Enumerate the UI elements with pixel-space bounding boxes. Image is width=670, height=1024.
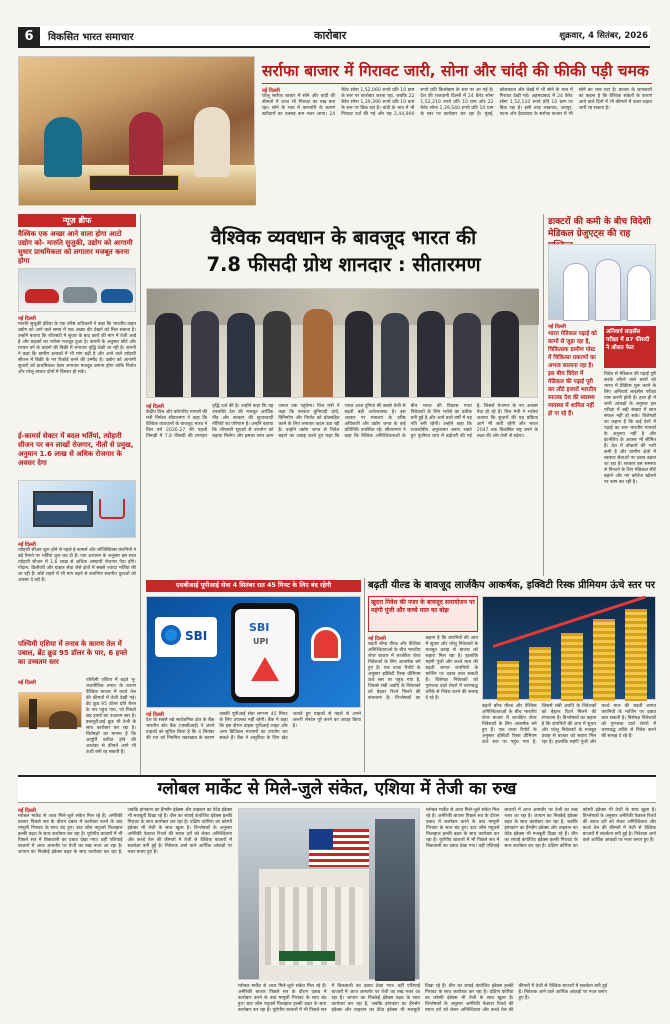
sbi-logo-circle: [161, 625, 181, 645]
global-text-caption: ग्लोबल मार्केट से आज मिले-जुले संकेत मिल रहे हैं। अमेरिकी बाजार पिछले सत्र के दौरान दबाव में कारोबार करने के बाद मामूली गिरावट के साथ बंद हुए। डाउ जोंस फ्यूचर्स फिलहाल हल्की बढ़त के साथ कारोबार कर रहा है। यूरोपीय बाजारों में भी पिछले सत्र में बिकवाली का दबाव देखा गया। वहीं एशियाई बाजारों में आज आमतौर पर तेजी का रुख नजर आ रहा है। जापान का निक्केई इंडेक्स बढ़त के साथ कारोबार कर रहा है, जबकि हांगकांग का हैंगसेंग इंडेक्स और ताइवान का वेटेड इंडेक्स भी मजबूती दिखा रहे हैं। चीन का शंघाई कंपोजिट इंडेक्स हल्की गिरावट के साथ कारोबार कर रहा है। दक्षिण कोरिया का कोस्पी इंडेक्स भी तेजी के साथ खुला है। विश्लेषकों के अनुसार अमेरिकी फेडरल रिजर्व की ब्याज दरों को लेकर अनिश्चितता और कच्चे तेल की कीमतों में तेजी से वैश्विक बाजारों में सतर्कता बनी हुई है। निवेशक आने वाले आर्थिक आंकड़ों पर नजर बनाए हुए हैं।: [238, 984, 607, 1013]
global-body-left: [18, 808, 232, 1018]
yields-body-right: [482, 704, 656, 770]
brief-1-headline: वैश्विक एक अच्छा आने वाला होगा आटो उद्योग को- मारुति सुजुकी, उद्योग को आगामी सुधार प्राथमिकता को लगातार मजबूत करना होगा: [18, 230, 133, 265]
upi-text: UPI: [253, 637, 269, 646]
global-headline: ग्लोबल मार्केट से मिले-जुले संकेत, एशिया में तेजी का रुख: [157, 779, 517, 799]
doctors-box-title: अनिवार्य लाइसेंस परीक्षा में 87 फीसदी ने औसत फेल: [604, 326, 656, 368]
car-blue: [101, 289, 133, 303]
gold-text: घरेलू सर्राफा बाजार में सोने और चांदी की कीमतों में आज भी गिरावट का रुख बना रहा। सोने के भाव में कमजोरी के कारण खरीदारों का उत्साह कम नजर आया। 24 कैरेट सोना 1,52,060 रुपये प्रति 10 ग्राम के स्तर पर कारोबार करता रहा, जबकि 22 कैरेट सोना 1,39,390 रुपये प्रति 10 ग्राम के स्तर पर बिक रहा है। चांदी के भाव में भी गिरावट दर्ज की गई और यह 2,44,900 रुपये प्रति किलोग्राम के स्तर पर आ गई है। देश की राजधानी दिल्ली में 24 कैरेट सोना 1,52,210 रुपये प्रति 10 ग्राम और 22 कैरेट सोना 1,39,540 रुपये प्रति 10 ग्राम के स्तर पर कारोबार कर रहा है। मुंबई, कोलकाता और चेन्नई में भी सोने के भाव में गिरावट देखी गई। अहमदाबाद में 24 कैरेट सोना 1,52,110 रुपये प्रति 10 ग्राम पर बिक रहा है। इसी तरह लखनऊ, जयपुर, पटना और हैदराबाद के सर्राफा बाजार में भी सोने का भाव घटा है। बाजार के जानकारों का कहना है कि वैश्विक संकेतों के कारण आने वाले दिनों में भी कीमतों में उतार-चढ़ाव जारी रह सकता है।: [262, 88, 652, 117]
sbi-dateline: नई दिल्ली: [146, 712, 164, 718]
skyscraper: [375, 819, 415, 981]
coins-chart-photo: [482, 596, 656, 700]
coin-stack-4: [593, 619, 615, 701]
street-sign: [279, 951, 335, 961]
doctors-body: [604, 372, 656, 574]
main-body: [146, 404, 538, 574]
official-3: [227, 313, 255, 397]
official-8: [453, 313, 481, 397]
ecommerce-label: [37, 505, 87, 511]
yields-text-cont: बढ़ती बॉन्ड यील्ड और वैश्विक अनिश्चितताओं के बीच भारतीय शेयर बाजार में लार्जकैप शेयर निवेशकों के लिए आकर्षक बने हुए हैं। एक ताजा रिपोर्ट के अनुसार इक्विटी रिस्क प्रीमियम ऊंचे स्तर पर पहुंच गया है, जिससे लंबी अवधि के निवेशकों को बेहतर रिटर्न मिलने की संभावना है। विश्लेषकों का कहना है कि कंपनियों की आय में सुधार और घरेलू निवेशकों के मजबूत प्रवाह से बाजार को सहारा मिल रहा है। हालांकि महंगी पूंजी और कच्चे माल की बढ़ती लागत कंपनियों के मार्जिन पर दबाव डाल सकती है। विशेषज्ञ निवेशकों को गुणवत्ता वाले शेयरों में चरणबद्ध तरीके से निवेश करने की सलाह दे रहे हैं।: [482, 704, 656, 745]
brief-3-dateline: नई दिल्ली: [18, 680, 36, 686]
global-text: ग्लोबल मार्केट से आज मिले-जुले संकेत मिल रहे हैं। अमेरिकी बाजार पिछले सत्र के दौरान दबाव में कारोबार करने के बाद मामूली गिरावट के साथ बंद हुए। डाउ जोंस फ्यूचर्स फिलहाल हल्की बढ़त के साथ कारोबार कर रहा है। यूरोपीय बाजारों में भी पिछले सत्र में बिकवाली का दबाव देखा गया। वहीं एशियाई बाजारों में आज आमतौर पर तेजी का रुख नजर आ रहा है। जापान का निक्केई इंडेक्स बढ़त के साथ कारोबार कर रहा है, जबकि हांगकांग का हैंगसेंग इंडेक्स और ताइवान का वेटेड इंडेक्स भी मजबूती दिखा रहे हैं। चीन का शंघाई कंपोजिट इंडेक्स हल्की गिरावट के साथ कारोबार कर रहा है। दक्षिण कोरिया का कोस्पी इंडेक्स भी तेजी के साथ खुला है। विश्लेषकों के अनुसार अमेरिकी फेडरल रिजर्व की ब्याज दरों को लेकर अनिश्चितता और कच्चे तेल की कीमतों में तेजी से वैश्विक बाजारों में सतर्कता बनी हुई है। निवेशक आने वाले आर्थिक आंकड़ों पर नजर बनाए हुए हैं।: [18, 808, 232, 855]
us-flag: [309, 829, 369, 867]
refinery-tank: [49, 711, 77, 729]
refinery-tower: [29, 699, 37, 729]
oil-refinery-photo: [18, 692, 82, 728]
wall-street-photo: [238, 808, 420, 980]
cars-photo: [18, 268, 136, 312]
sbi-logo-text: SBI: [185, 629, 208, 643]
brief-3-headline: पश्चिमी एशिया में तनाव के कारण तेल में उबाल, ब्रेंट क्रूड 95 डॉलर के पार, 6 हफ्ते का उच्चतम स्तर: [18, 640, 128, 666]
car-red: [25, 289, 59, 303]
sbi-app-logo: SBI: [249, 621, 270, 634]
main-dateline: नई दिल्ली: [146, 404, 164, 410]
coin-stack-2: [529, 647, 551, 701]
main-text: केंद्रीय वित्त और कॉरपोरेट मामलों की मंत्री निर्मला सीतारमण ने कहा कि वैश्विक व्यवधानों के बावजूद भारत ने वित्त वर्ष 2026-27 की पहली तिमाही में 7.8 फीसदी की शानदार वृद्धि दर्ज की है। उन्होंने कहा कि यह उपलब्धि देश की मजबूत आर्थिक नींव और सरकार की सुधारवादी नीतियों का परिणाम है। उन्होंने बताया कि जीएसटी सुधारों से उपभोग को बढ़ावा मिलेगा और इसका लाभ आम जनता तक पहुंचेगा। वित्त मंत्री ने कहा कि सरकार बुनियादी ढांचे, विनिर्माण और निर्यात को प्रोत्साहित करने के लिए लगातार कदम उठा रही है। उन्होंने उद्योग जगत से निवेश बढ़ाने का आग्रह करते हुए कहा कि भारत आज दुनिया की सबसे तेजी से बढ़ती बड़ी अर्थव्यवस्था है। इस अवसर पर मंत्रालय के वरिष्ठ अधिकारी और उद्योग जगत के कई प्रतिनिधि उपस्थित रहे। सीतारमण ने कहा कि वैश्विक अनिश्चितताओं के बीच भारत की विकास गाथा निवेशकों के लिए भरोसे का प्रतीक बनी हुई है और आने वाले वर्षों में यह गति बनी रहेगी। उन्होंने कहा कि राजकोषीय अनुशासन बनाए रखते हुए पूंजीगत व्यय में बढ़ोतरी की गई है, जिससे रोजगार के नए अवसर पैदा हो रहे हैं। वित्त मंत्री ने भरोसा जताया कि सुधारों की यह प्रक्रिया आगे भी जारी रहेगी और भारत 2047 तक विकसित राष्ट्र बनने के लक्ष्य की ओर तेजी से बढ़ेगा।: [146, 404, 538, 439]
car-grey: [63, 287, 97, 303]
yields-text: बढ़ती बॉन्ड यील्ड और वैश्विक अनिश्चितताओं के बीच भारतीय शेयर बाजार में लार्जकैप शेयर निवेशकों के लिए आकर्षक बने हुए हैं। एक ताजा रिपोर्ट के अनुसार इक्विटी रिस्क प्रीमियम ऊंचे स्तर पर पहुंच गया है, जिससे लंबी अवधि के निवेशकों को बेहतर रिटर्न मिलने की संभावना है। विश्लेषकों का कहना है कि कंपनियों की आय में सुधार और घरेलू निवेशकों के मजबूत प्रवाह से बाजार को सहारा मिल रहा है। हालांकि महंगी पूंजी और कच्चे माल की बढ़ती लागत कंपनियों के मार्जिन पर दबाव डाल सकती है। विशेषज्ञ निवेशकों को गुणवत्ता वाले शेयरों में चरणबद्ध तरीके से निवेश करने की सलाह दे रहे हैं।: [368, 636, 478, 701]
global-text-cont: ग्लोबल मार्केट से आज मिले-जुले संकेत मिल रहे हैं। अमेरिकी बाजार पिछले सत्र के दौरान दबाव में कारोबार करने के बाद मामूली गिरावट के साथ बंद हुए। डाउ जोंस फ्यूचर्स फिलहाल हल्की बढ़त के साथ कारोबार कर रहा है। यूरोपीय बाजारों में भी पिछले सत्र में बिकवाली का दबाव देखा गया। वहीं एशियाई बाजारों में आज आमतौर पर तेजी का रुख नजर आ रहा है। जापान का निक्केई इंडेक्स बढ़त के साथ कारोबार कर रहा है, जबकि हांगकांग का हैंगसेंग इंडेक्स और ताइवान का वेटेड इंडेक्स भी मजबूती दिखा रहे हैं। चीन का शंघाई कंपोजिट इंडेक्स हल्की गिरावट के साथ कारोबार कर रहा है। दक्षिण कोरिया का कोस्पी इंडेक्स भी तेजी के साथ खुला है। विश्लेषकों के अनुसार अमेरिकी फेडरल रिजर्व की ब्याज दरों को लेकर अनिश्चितता और कच्चे तेल की कीमतों में तेजी से वैश्विक बाजारों में सतर्कता बनी हुई है। निवेशक आने वाले आर्थिक आंकड़ों पर नजर बनाए हुए हैं।: [426, 808, 656, 849]
global-dateline: नई दिल्ली: [18, 808, 36, 814]
sbi-logo-tile: [155, 617, 217, 657]
coin-stack-3: [561, 633, 583, 701]
brief-1-text: मारुति सुजुकी इंडिया के एक वरिष्ठ अधिकारी ने कहा कि भारतीय वाहन उद्योग को आने वाले समय में एक अच्छा दौर देखने को मिल सकता है। उन्होंने बताया कि जीएसटी में सुधार के बाद कारों की मांग में तेजी आई है और ग्राहकों का भरोसा मजबूत हुआ है। कंपनी के अनुसार छोटे और मध्यम वर्ग के वाहनों की बिक्री में लगातार वृद्धि देखी जा रही है। कंपनी ने कहा कि ग्रामीण इलाकों में भी मांग बढ़ी है और आने वाले त्योहारी सीजन में बिक्री के नए रिकॉर्ड बनने की उम्मीद है। उद्योग को आगामी सुधारों को प्राथमिकता देकर लगातार मजबूत बनाना होगा ताकि निर्यात और घरेलू बाजार दोनों में विस्तार हो सके।: [18, 322, 136, 375]
doctors-pull-quote: भारत मेडिकल पढ़ाई को कामों से जुड़ा रहा है, चिकित्सक ग्रामीण पोस्ट में चिकित्सा प्रकरणों का अभाव सालाना रहा है। इस बीच विदेश में मेडिकल की पढ़ाई पूरी कर लौटे हजारों भारतीय स्नातक देश की स्वास्थ्य व्यवस्था में शामिल नहीं हो पा रहे हैं।: [548, 331, 597, 417]
brief-col-rule: [140, 214, 141, 784]
issue-date: शुक्रवार, 4 सितंबर, 2026: [559, 31, 648, 41]
section-title: कारोबार: [314, 29, 347, 42]
official-6: [381, 313, 409, 397]
gold-body: [262, 88, 652, 206]
yields-col-rule: [364, 578, 365, 772]
doctor-figure-3: [627, 265, 651, 321]
doctors-col-rule: [543, 214, 544, 576]
finance-minister-group-photo: [146, 288, 538, 398]
yields-body-left: [368, 636, 478, 770]
ecommerce-photo: [18, 480, 136, 538]
customer-figure-3: [194, 107, 230, 177]
yields-dateline: नई दिल्ली: [368, 636, 386, 642]
main-headline-l1: वैश्विक व्यवधान के बावजूद भारत की: [210, 226, 477, 249]
official-9: [491, 311, 519, 397]
official-1: [155, 313, 183, 397]
page-header: [18, 26, 650, 48]
doctor-figure-2: [595, 259, 621, 321]
customer-figure-1: [44, 117, 82, 177]
gold-headline: सर्राफा बाजार में गिरावट जारी, सोना और चांदी की फीकी पड़ी चमक: [262, 62, 649, 80]
customer-figure-2: [129, 112, 163, 177]
gold-rule: [262, 83, 652, 84]
official-2: [191, 311, 219, 397]
brief-3-body-cont: [86, 678, 136, 755]
official-7: [417, 311, 445, 397]
paper-name: विकसित भारत समाचार: [48, 32, 134, 43]
brief-2-dateline: नई दिल्ली: [18, 542, 36, 548]
doctors-pull-block: [548, 324, 600, 574]
global-body-right: [426, 808, 656, 1018]
doctors-dateline: नई दिल्ली: [548, 324, 566, 330]
brief-2-text: त्योहारी सीजन शुरू होने से पहले ई-कामर्स और लॉजिस्टिक्स कंपनियों ने बड़े पैमाने पर भर्तियां शुरू कर दी हैं। एक अध्ययन के अनुसार इस साल त्योहारी सीजन में 1.6 लाख से अधिक अस्थायी रोजगार पैदा होंगे। गोदाम, डिलीवरी और ग्राहक सेवा जैसे क्षेत्रों में सबसे ज्यादा भर्तियां की जा रही हैं। छोटे शहरों में भी मांग बढ़ने से कंपनियां स्थानीय युवाओं को अवसर दे रही हैं।: [18, 548, 136, 583]
sbi-upi-photo: [146, 596, 361, 708]
jewellery-shop-photo: [18, 56, 255, 206]
finance-minister-figure: [303, 309, 333, 397]
doctors-headline: डाक्टरों की कमी के बीच विदेशी मेडिकल ग्रेजुएट्स की राह: [548, 217, 651, 239]
yields-headline: बढ़ती यील्ड के बावजूद लार्जकैप आकर्षक, इक्विटी रिस्क प्रीमियम ऊंचे स्तर पर: [368, 580, 655, 591]
alert-bell-icon: [311, 627, 341, 661]
phone-mockup: [231, 603, 299, 703]
gold-dateline: नई दिल्ली: [262, 88, 280, 94]
doctor-figure-1: [563, 263, 589, 321]
brief-3-text: पश्चिमी एशिया में बढ़ते भू-राजनीतिक तनाव के कारण वैश्विक बाजार में कच्चे तेल की कीमतों में तेजी देखी गई। ब्रेंट क्रूड 95 डॉलर प्रति बैरल के पार पहुंच गया, जो पिछले छह हफ्तों का उच्चतम स्तर है। डब्ल्यूटीआई क्रूड भी तेजी के साथ कारोबार कर रहा है। विशेषज्ञों का मानना है कि आपूर्ति बाधित होने की आशंका से कीमतें आगे भी ऊंची बनी रह सकती हैं।: [86, 678, 136, 755]
brief-1-dateline: नई दिल्ली: [18, 316, 36, 322]
doctors-text: विदेश से मेडिकल की पढ़ाई पूरी करके लौटने वाले छात्रों को भारत में प्रैक्टिस शुरू करने के लिए अनिवार्य लाइसेंस परीक्षा पास करनी होती है। हाल ही में जारी आंकड़ों के अनुसार इस परीक्षा में बड़ी संख्या में छात्र सफल नहीं हो सके। विशेषज्ञों का कहना है कि कई देशों में पढ़ाई का स्तर भारतीय मानकों के अनुरूप नहीं है और इंटर्नशिप के अवसर भी सीमित हैं। देश में डॉक्टरों की भारी कमी है और ग्रामीण क्षेत्रों में स्वास्थ्य सेवाओं पर दबाव बढ़ता जा रहा है। सरकार इस समस्या से निपटने के लिए मेडिकल सीटें बढ़ाने और नए कॉलेज खोलने पर काम कर रही है।: [604, 372, 656, 485]
warning-triangle-icon: [251, 657, 279, 681]
coin-stack-5: [625, 609, 647, 701]
coin-stack-1: [497, 661, 519, 701]
yields-subhead: खुदरा निवेश की नजर के बावजूद समायोजन पर महंगी पूंजी और कच्चे माल का बोझ: [368, 596, 478, 632]
flag-canton: [309, 829, 333, 849]
global-body-mid: [238, 984, 607, 1018]
official-4: [263, 311, 291, 397]
news-brief-label: न्यूज़ ब्रीफ: [18, 214, 136, 227]
main-headline-l2: 7.8 फीसदी ग्रोथ शानदार : सीतारमण: [206, 253, 481, 276]
doctors-photo: [548, 244, 656, 320]
sbi-text: देश के सबसे बड़े सार्वजनिक क्षेत्र के बैंक भारतीय स्टेट बैंक (एसबीआई) ने अपने ग्राहकों को सूचित किया है कि 4 सितंबर की रात को नियमित रखरखाव के कारण उसकी यूपीआई सेवा लगभग 45 मिनट के लिए उपलब्ध नहीं रहेगी। बैंक ने कहा कि इस दौरान ग्राहक यूपीआई लाइट और अन्य डिजिटल माध्यमों का उपयोग कर सकते हैं। बैंक ने असुविधा के लिए खेद जताते हुए ग्राहकों से पहले से अपने जरूरी लेनदेन पूरे करने का आग्रह किया है।: [146, 712, 361, 741]
sbi-body: [146, 712, 361, 770]
sbi-headline: एसबीआई यूपीआई सेवा 4 सितंबर रात 45 मिनट के लिए बंद रहेगी: [146, 580, 361, 592]
brief-2-headline: ई-कामर्स सेक्टर में बदल भर्तियां, त्योहारी सीजन पर बन लाखों रोजगार, नीतों से प्रमुख, अनुमान 1.6 लाख से अधिक रोजगार के अवसर देगा: [18, 432, 134, 467]
page-number: 6: [18, 27, 40, 46]
jewellery-tray: [89, 175, 179, 191]
official-5: [345, 311, 373, 397]
brief-1-body: [18, 316, 136, 426]
brief-2-body: [18, 542, 136, 634]
shopping-cart-icon: [99, 499, 125, 519]
